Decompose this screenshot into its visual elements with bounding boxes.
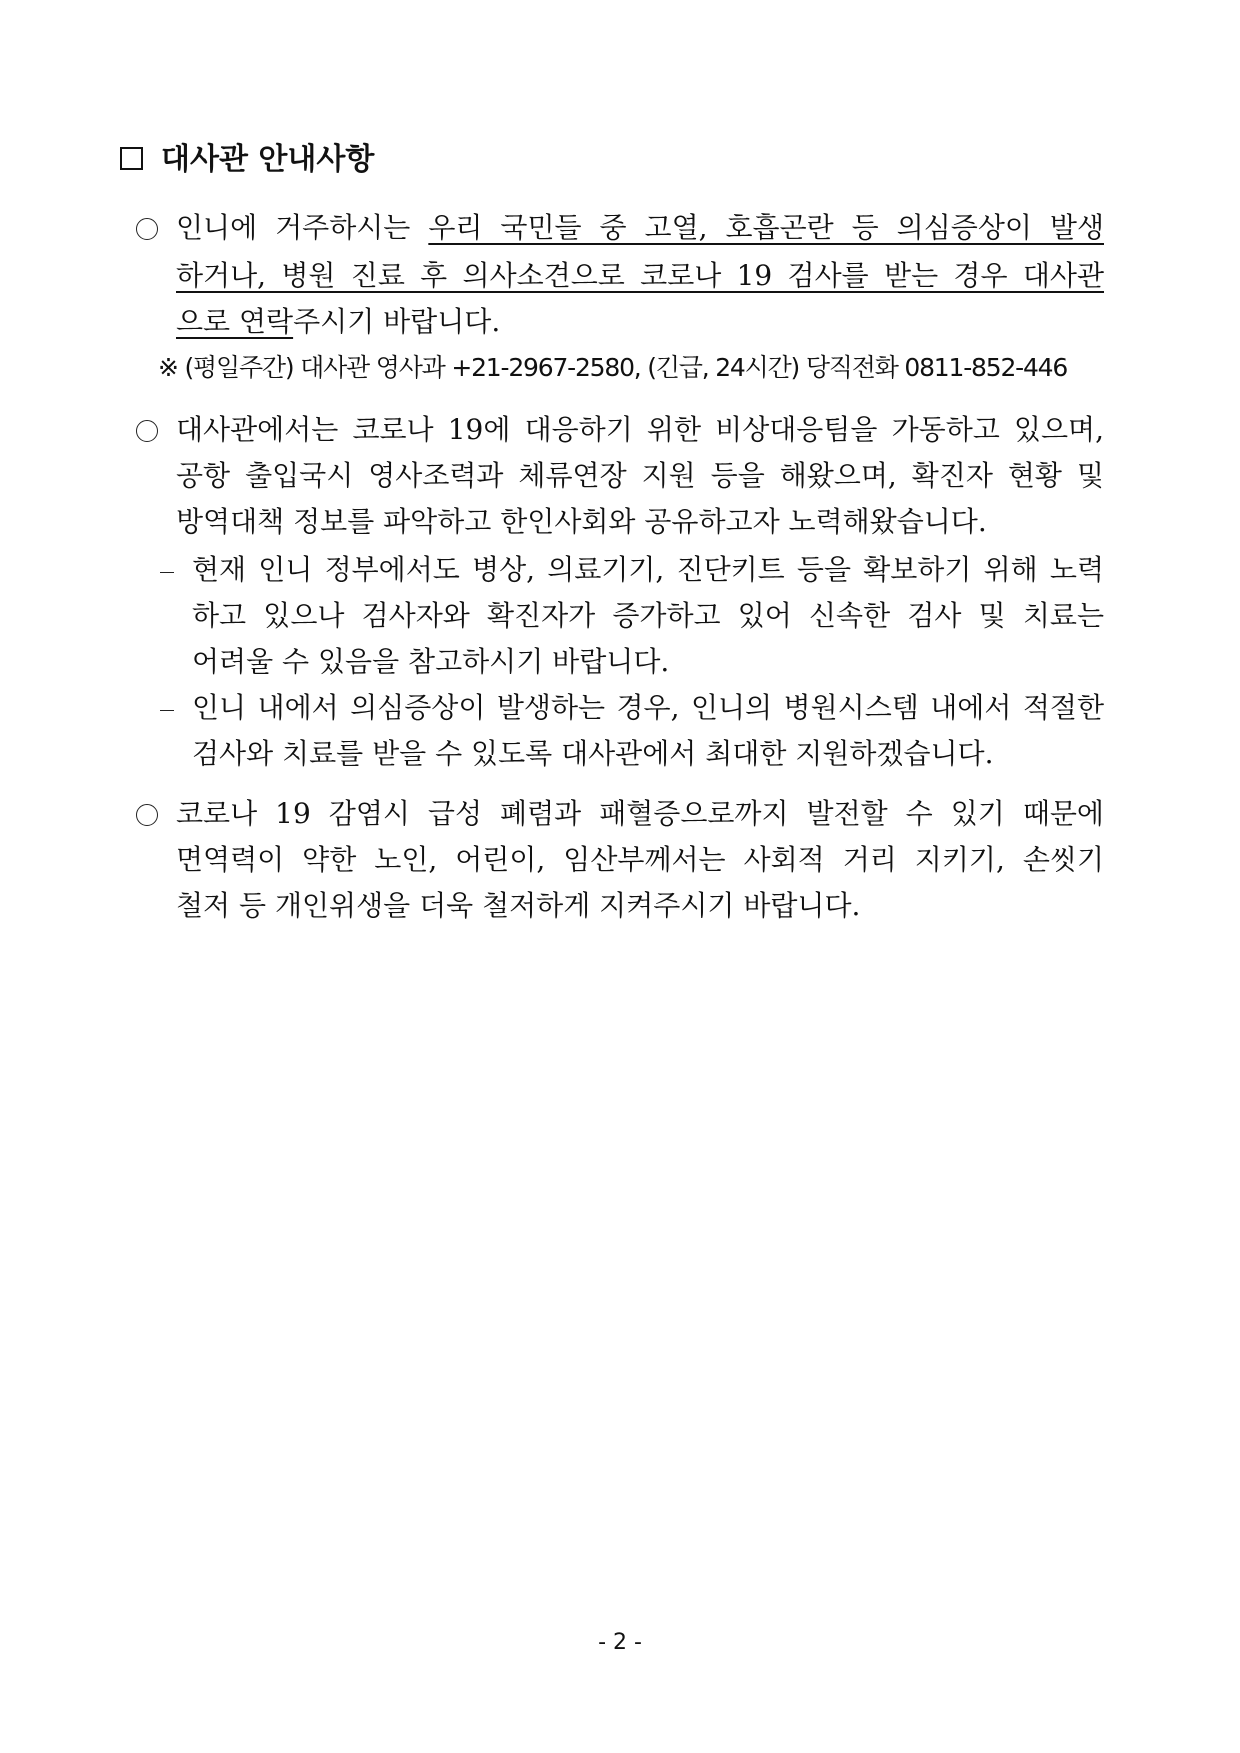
item2-line2: 공항 출입국시 영사조력과 체류연장 지원 등을 해왔으며, 확진자 현황 및 bbox=[176, 459, 1104, 492]
dash-bullet-icon bbox=[160, 710, 174, 711]
item2-line3: 방역대책 정보를 파악하고 한인사회와 공유하고자 노력해왔습니다. bbox=[176, 505, 987, 538]
circle-bullet-icon bbox=[136, 218, 158, 240]
item3-line3: 철저 등 개인위생을 더욱 철저하게 지켜주시기 바랍니다. bbox=[176, 889, 861, 922]
section-title bbox=[120, 140, 374, 180]
page-number: - 2 - bbox=[598, 1630, 642, 1655]
item1-line1-prefix: 인니에 거주하시는 bbox=[176, 211, 429, 244]
item1-line1 bbox=[176, 208, 1104, 248]
item2-sub2-line1: 인니 내에서 의심증상이 발생하는 경우, 인니의 병원시스템 내에서 적절한 bbox=[192, 691, 1104, 724]
item1-line3-underlined: 으로 연락 bbox=[176, 305, 294, 338]
item3-line1: 코로나 19 감염시 급성 폐렴과 패혈증으로까지 발전할 수 있기 때문에 bbox=[176, 797, 1104, 830]
item2-sub1-line3: 어려울 수 있음을 참고하시기 바랍니다. bbox=[192, 645, 670, 678]
circle-bullet-icon bbox=[136, 420, 158, 442]
item1-line2-underlined: 하거나, 병원 진료 후 의사소견으로 코로나 19 검사를 받는 경우 대사관 bbox=[176, 259, 1104, 292]
item2-sub1-line1: 현재 인니 정부에서도 병상, 의료기기, 진단키트 등을 확보하기 위해 노력 bbox=[192, 553, 1104, 586]
checkbox-square-icon bbox=[120, 147, 143, 170]
item1-line3-suffix: 주시기 바랍니다. bbox=[293, 305, 501, 338]
item1-line3 bbox=[176, 302, 1104, 342]
contact-note: ※ (평일주간) 대사관 영사과 +21-2967-2580, (긴급, 24시간) 당직전화 0811-852-446 bbox=[158, 353, 1068, 382]
item2-sub2-line2: 검사와 치료를 받을 수 있도록 대사관에서 최대한 지원하겠습니다. bbox=[192, 737, 994, 770]
item3-line2: 면역력이 약한 노인, 어린이, 임산부께서는 사회적 거리 지키기, 손씻기 bbox=[176, 843, 1104, 876]
item2-sub1-line2: 하고 있으나 검사자와 확진자가 증가하고 있어 신속한 검사 및 치료는 bbox=[192, 599, 1104, 632]
section-title-text: 대사관 안내사항 bbox=[161, 142, 375, 177]
item1-line1-underlined: 우리 국민들 중 고열, 호흡곤란 등 의심증상이 발생 bbox=[428, 211, 1104, 244]
circle-bullet-icon bbox=[136, 804, 158, 826]
dash-bullet-icon bbox=[160, 572, 174, 573]
item2-line1: 대사관에서는 코로나 19에 대응하기 위한 비상대응팀을 가동하고 있으며, bbox=[176, 413, 1104, 446]
item1-line2 bbox=[176, 256, 1104, 296]
